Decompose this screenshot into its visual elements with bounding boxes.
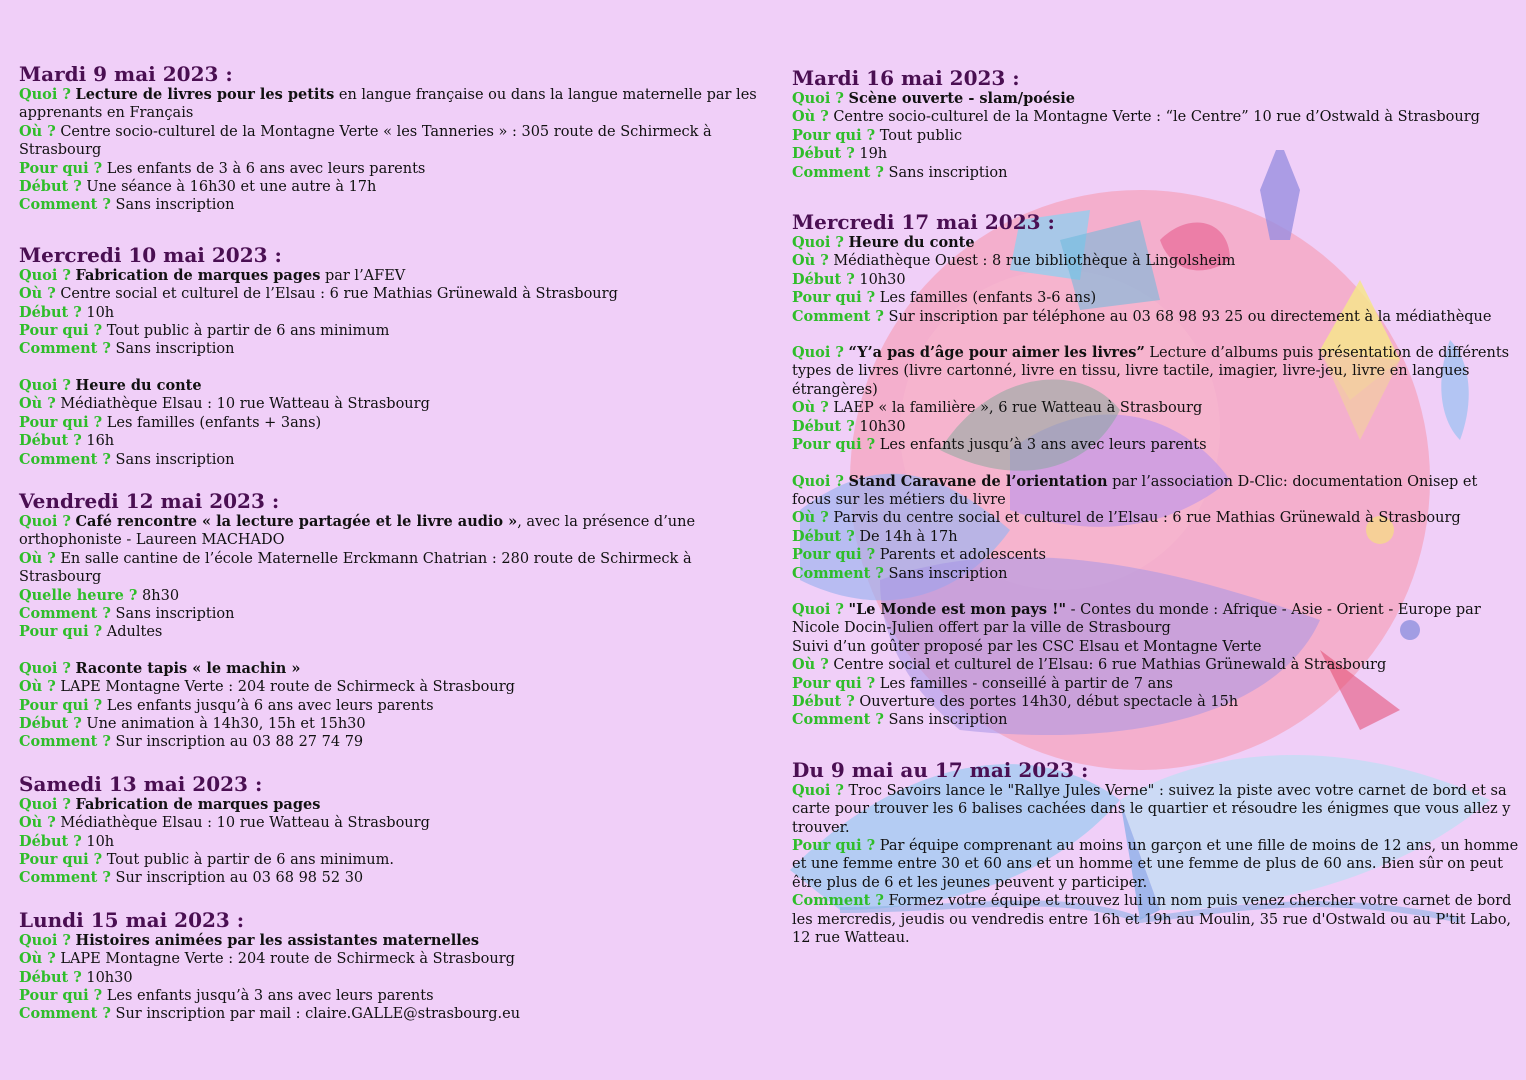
field-value: Médiathèque Ouest : 8 rue bibliothèque à Lingolsheim [833,253,1236,270]
field-label: Comment ? [19,196,111,214]
day-title: Mardi 9 mai 2023 : [19,62,233,86]
event-line [792,565,1520,583]
event-line [792,164,1520,182]
field-value: Une séance à 16h30 et une autre à 17h [86,179,377,196]
event-line [792,509,1520,527]
event-name: Heure du conte [75,376,202,394]
field-label: Début ? [19,303,82,321]
right-column [792,66,1520,947]
event-line [792,252,1520,270]
event-line [792,344,1520,399]
event-line [19,1005,764,1023]
field-value: Sans inscription [115,341,235,358]
event-block [792,782,1520,948]
field-label: Où ? [19,395,56,413]
event-line [19,833,764,851]
field-value: Sur inscription au 03 68 98 52 30 [115,870,364,887]
event-name: Stand Caravane de l’orientation [848,472,1108,490]
day-title: Mercredi 10 mai 2023 : [19,242,282,267]
field-label: Où ? [19,678,56,696]
event-block [19,932,764,1024]
field-value: Les familles (enfants 3-6 ans) [879,290,1097,307]
field-label: Pour qui ? [19,696,103,714]
event-line [792,837,1520,892]
event-name: “Y’a pas d’âge pour aimer les livres” [848,344,1145,362]
event-line [19,697,764,715]
field-value: Centre socio-culturel de la Montagne Verte : “le Centre” 10 rue d’Ostwald à Strasbourg [833,109,1480,126]
field-value: Centre social et culturel de l’Elsau : 6 rue Mathias Grünewald à Strasbourg [60,286,618,303]
field-label: Où ? [19,950,56,968]
event-block [19,796,764,888]
field-value: Suivi d’un goûter proposé par les CSC Elsau et Montagne Verte [792,638,1262,655]
event-line [792,308,1520,326]
field-value: Les enfants jusqu’à 3 ans avec leurs parents [106,988,434,1005]
field-value: LAPE Montagne Verte : 204 route de Schirmeck à Strasbourg [60,679,515,696]
field-label: Pour qui ? [792,837,876,854]
event-line [19,605,764,623]
field-value: 10h [86,304,115,321]
field-label: Où ? [792,252,829,270]
field-value: Par équipe comprenant au moins un garçon et une fille de moins de 12 ans, un homme et une femme entre 30 et 60 ans et un homme et une femme de plus de 60 ans. Bien sûr on peut être plus de 6 et les jeunes peuvent y participer. [792,838,1519,891]
field-label: Où ? [19,122,56,140]
field-label: Quoi ? [792,344,844,362]
event-block [19,86,764,215]
event-line [792,782,1520,837]
event-block [792,473,1520,583]
event-name: Fabrication de marques pages [75,795,321,813]
event-gap [792,326,1520,344]
field-label: Où ? [792,399,829,417]
field-label: Où ? [792,509,829,527]
field-label: Comment ? [19,604,111,622]
field-label: Quoi ? [19,376,71,394]
event-line [792,638,1520,656]
field-value: , avec la présence d’une orthophoniste - Laureen MACHADO [19,513,696,549]
field-label: Quoi ? [19,931,71,949]
day-title: Mercredi 17 mai 2023 : [792,210,1055,235]
event-line [19,678,764,696]
event-line [19,869,764,887]
field-label: Début ? [19,832,82,850]
event-line [19,623,764,641]
event-line [19,587,764,605]
field-label: Comment ? [19,340,111,358]
field-value: 19h [859,146,888,163]
field-label: Quoi ? [19,795,71,813]
field-value: 10h30 [86,969,133,986]
field-label: Comment ? [792,711,884,729]
event-line [19,285,764,303]
event-line [19,814,764,832]
section-gap [792,182,1520,210]
event-line [792,892,1520,947]
field-value: Médiathèque Elsau : 10 rue Watteau à Strasbourg [60,396,430,413]
field-label: Comment ? [792,564,884,582]
field-value: Centre socio-culturel de la Montagne Verte « les Tanneries » : 305 route de Schirmeck à Strasbourg [19,123,712,159]
field-value: Les enfants jusqu’à 3 ans avec leurs parents [879,437,1207,454]
event-line [792,271,1520,289]
event-line [792,436,1520,454]
event-line [19,160,764,178]
field-label: Début ? [792,145,855,163]
field-label: Début ? [19,432,82,450]
field-label: Où ? [19,814,56,832]
day-title: Samedi 13 mai 2023 : [19,771,263,796]
event-name: Fabrication de marques pages [75,266,321,284]
field-value: Sur inscription par téléphone au 03 68 98 93 25 ou directement à la médiathèque [888,308,1492,325]
field-label: Pour qui ? [19,413,103,431]
event-line [19,950,764,968]
event-line [792,108,1520,126]
event-line [19,123,764,160]
field-label: Pour qui ? [792,674,876,692]
event-block [19,513,764,642]
event-line [19,395,764,413]
event-line [792,127,1520,145]
field-label: Quoi ? [792,600,844,618]
field-label: Où ? [19,549,56,567]
left-column [19,62,764,1024]
event-gap [792,455,1520,473]
field-value: Tout public à partir de 6 ans minimum [106,323,390,340]
field-label: Quoi ? [792,781,844,799]
field-label: Début ? [792,270,855,288]
event-name: Heure du conte [848,234,975,252]
field-label: Début ? [19,968,82,986]
event-gap [19,642,764,660]
field-label: Où ? [19,285,56,303]
event-name: Scène ouverte - slam/poésie [848,90,1076,107]
event-line [19,340,764,358]
field-value: 8h30 [142,587,180,604]
event-line [19,715,764,733]
event-name: Raconte tapis « le machin » [75,659,301,677]
event-line [19,414,764,432]
field-value: Parents et adolescents [879,547,1046,564]
field-label: Pour qui ? [19,159,103,177]
field-label: Pour qui ? [19,623,103,641]
event-line [792,528,1520,546]
event-line [792,546,1520,564]
day-title: Lundi 15 mai 2023 : [19,907,245,932]
field-label: Quoi ? [19,266,71,284]
field-value: par l’association D-Clic: documentation Onisep et focus sur les métiers du livre [792,473,1478,508]
event-line [792,675,1520,693]
event-line [19,178,764,196]
field-value: Sans inscription [888,712,1008,729]
event-line [792,656,1520,674]
field-label: Quoi ? [792,234,844,252]
field-value: Les familles (enfants + 3ans) [106,414,322,431]
field-value: Sans inscription [888,164,1008,181]
field-label: Début ? [792,417,855,435]
field-value: Lecture d’albums puis présentation de différents types de livres (livre cartonné, livre en tissu, livre tactile, imagier, livre-jeu, livre en langues étrangères) [792,345,1510,398]
field-label: Début ? [792,527,855,545]
event-block [792,234,1520,326]
field-label: Quoi ? [792,472,844,490]
field-value: Sur inscription par mail : claire.GALLE@strasbourg.eu [115,1006,521,1023]
event-line [792,234,1520,252]
field-label: Où ? [792,108,829,126]
field-value: 10h30 [859,418,906,435]
event-line [19,932,764,950]
event-line [19,513,764,550]
field-value: Sans inscription [115,197,235,214]
field-label: Pour qui ? [19,987,103,1005]
field-value: Les enfants de 3 à 6 ans avec leurs parents [106,160,426,177]
field-value: Sans inscription [115,451,235,468]
event-line [792,399,1520,417]
field-value: Centre social et culturel de l’Elsau: 6 rue Mathias Grünewald à Strasbourg [833,657,1387,674]
event-line [792,145,1520,163]
event-line [19,377,764,395]
field-value: 10h [86,833,115,850]
event-line [19,796,764,814]
field-value: Formez votre équipe et trouvez lui un nom puis venez chercher votre carnet de bord les mercredis, jeudis ou vendredis entre 16h et 19h au Moulin, 35 rue d'Ostwald ou au P'tit Labo, 12 rue Watteau. [792,893,1512,947]
field-label: Début ? [792,692,855,710]
event-line [19,432,764,450]
field-label: Comment ? [19,450,111,468]
event-line [19,660,764,678]
event-line [19,550,764,587]
field-value: Médiathèque Elsau : 10 rue Watteau à Strasbourg [60,815,430,832]
field-label: Où ? [792,656,829,674]
event-line [19,851,764,869]
field-label: Quelle heure ? [19,586,138,604]
event-line [19,304,764,322]
field-label: Comment ? [19,1005,111,1023]
event-line [19,733,764,751]
field-label: Pour qui ? [792,436,876,454]
day-title: Du 9 mai au 17 mai 2023 : [792,757,1089,782]
field-value: en langue française ou dans la langue maternelle par les apprenants en Français [19,87,757,122]
field-value: Sur inscription au 03 88 27 74 79 [115,734,364,751]
event-line [19,969,764,987]
event-name: Lecture de livres pour les petits [75,86,335,103]
event-line [19,267,764,285]
field-value: Sans inscription [888,565,1008,582]
field-value: Les familles - conseillé à partir de 7 ans [879,675,1174,692]
field-label: Pour qui ? [792,289,876,307]
section-gap [792,730,1520,758]
field-label: Comment ? [792,892,884,910]
field-label: Quoi ? [19,86,71,103]
event-block [792,601,1520,730]
event-block [19,267,764,359]
field-value: par l’AFEV [320,267,406,284]
field-value: Tout public [879,127,963,144]
field-value: De 14h à 17h [859,528,958,545]
section-gap [19,215,764,243]
field-value: 16h [86,433,115,450]
section-gap [19,469,764,489]
event-name: "Le Monde est mon pays !" [848,600,1067,618]
event-block [792,90,1520,182]
event-line [792,601,1520,638]
section-gap [19,752,764,772]
field-value: Troc Savoirs lance le "Rallye Jules Verne" : suivez la piste avec votre carnet de bord et sa carte pour trouver les 6 balises cachées dans le quartier et résoudre les énigmes que vous allez y trouver. [792,782,1511,836]
event-block [19,377,764,469]
field-label: Comment ? [19,869,111,887]
field-label: Quoi ? [19,512,71,530]
field-label: Comment ? [19,733,111,751]
field-label: Pour qui ? [19,851,103,868]
field-label: Quoi ? [19,659,71,677]
event-gap [19,359,764,377]
field-label: Comment ? [792,307,884,325]
event-block [792,344,1520,454]
field-label: Pour qui ? [792,126,876,144]
event-line [792,693,1520,711]
event-name: Histoires animées par les assistantes maternelles [75,931,480,949]
field-value: 10h30 [859,271,906,288]
day-title: Vendredi 12 mai 2023 : [19,488,280,513]
field-value: En salle cantine de l’école Maternelle Erckmann Chatrian : 280 route de Schirmeck à Strasbourg [19,550,692,586]
field-value: Ouverture des portes 14h30, début spectacle à 15h [859,693,1239,710]
event-line [19,987,764,1005]
field-label: Pour qui ? [792,546,876,564]
event-block [19,660,764,752]
event-line [792,711,1520,729]
field-value: Tout public à partir de 6 ans minimum. [106,852,394,868]
section-gap [19,888,764,908]
field-value: Les enfants jusqu’à 6 ans avec leurs parents [106,697,434,714]
day-title: Mardi 16 mai 2023 : [792,66,1020,90]
event-line [792,289,1520,307]
field-label: Quoi ? [792,90,844,107]
event-line [19,322,764,340]
field-value: Parvis du centre social et culturel de l’Elsau : 6 rue Mathias Grünewald à Strasbourg [833,510,1461,527]
event-line [792,473,1520,510]
event-line [792,418,1520,436]
field-label: Début ? [19,714,82,732]
event-line [19,451,764,469]
field-label: Début ? [19,178,82,196]
event-line [19,86,764,123]
event-name: Café rencontre « la lecture partagée et le livre audio » [75,512,518,530]
field-value: Une animation à 14h30, 15h et 15h30 [86,715,366,732]
event-line [792,90,1520,108]
field-label: Pour qui ? [19,322,103,340]
field-value: LAPE Montagne Verte : 204 route de Schirmeck à Strasbourg [60,951,515,968]
event-line [19,196,764,214]
field-value: Adultes [106,624,163,641]
field-value: LAEP « la familière », 6 rue Watteau à Strasbourg [833,400,1203,417]
event-gap [792,583,1520,601]
field-value: Sans inscription [115,605,235,622]
field-label: Comment ? [792,163,884,181]
field-value: - Contes du monde : Afrique - Asie - Orient - Europe par Nicole Docin-Julien offert par la ville de Strasbourg [792,601,1481,637]
